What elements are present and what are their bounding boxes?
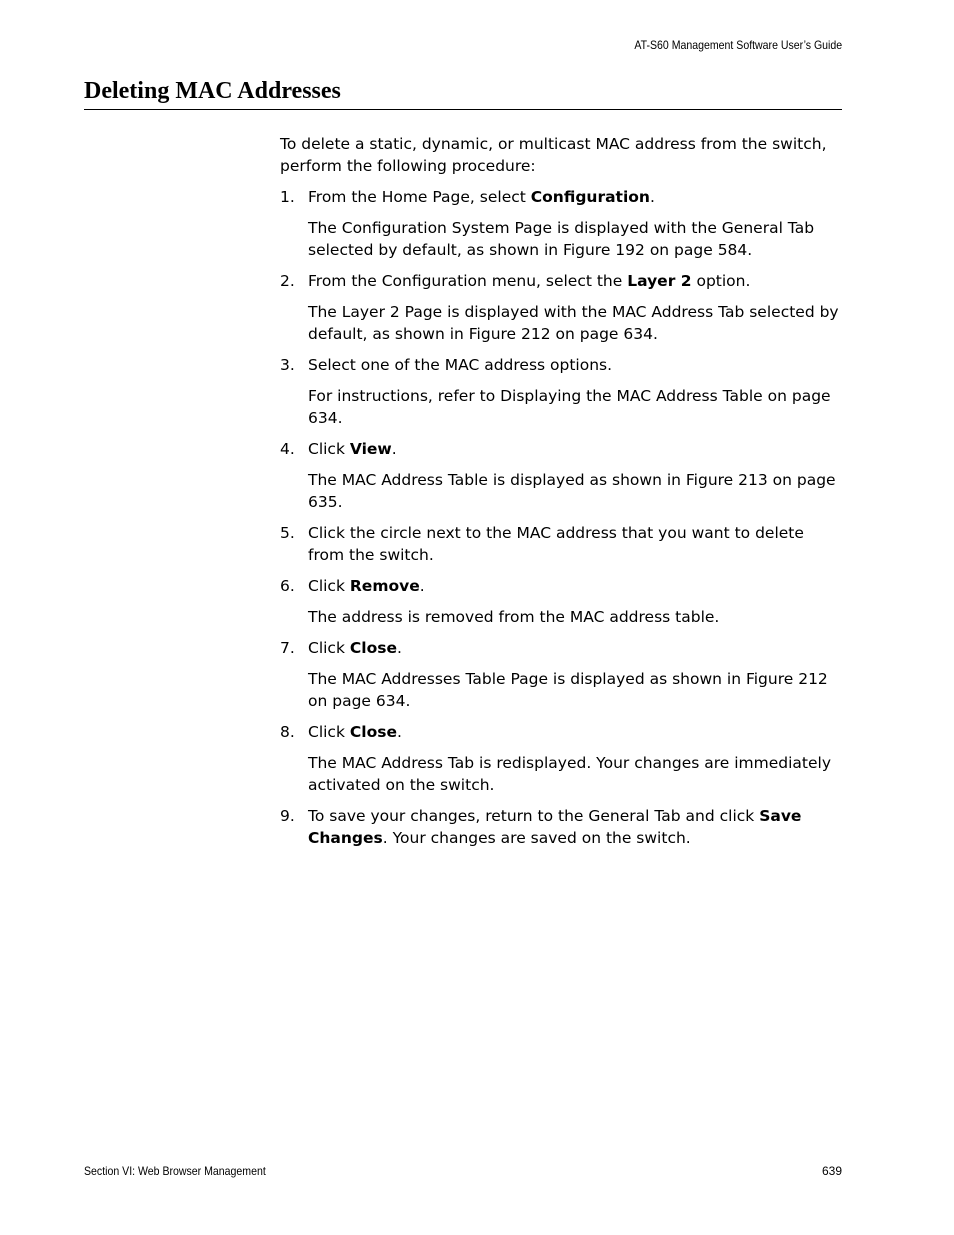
step-result: The MAC Address Tab is redisplayed. Your changes are immediately activated on the switch. [308, 754, 832, 794]
step-instruction: To save your changes, return to the General Tab and click Save Changes. Your changes are saved on the switch. [308, 807, 802, 847]
procedure-step [280, 805, 842, 849]
running-header: AT-S60 Management Software User’s Guide [634, 38, 842, 52]
step-number: 2. [280, 272, 295, 290]
step-emphasis: Remove [349, 577, 420, 595]
procedure-steps [280, 186, 842, 849]
title-rule [84, 109, 842, 110]
step-number: 3. [280, 356, 295, 374]
procedure-step [280, 186, 842, 261]
footer-section-label: Section VI: Web Browser Management [84, 1164, 266, 1178]
intro-paragraph: To delete a static, dynamic, or multicast MAC address from the switch, perform the following procedure: [280, 135, 827, 175]
step-instruction: Click Close. [308, 723, 402, 741]
step-number: 1. [280, 188, 295, 206]
step-instruction: From the Configuration menu, select the Layer 2 option. [308, 272, 751, 290]
step-instruction: From the Home Page, select Configuration. [308, 188, 655, 206]
procedure-step [280, 438, 842, 513]
step-instruction: Click View. [308, 440, 397, 458]
step-result: The Layer 2 Page is displayed with the MAC Address Tab selected by default, as shown in Figure 212 on page 634. [308, 303, 839, 343]
page-number: 639 [821, 1164, 842, 1178]
step-emphasis: Layer 2 [627, 272, 692, 290]
procedure-step [280, 637, 842, 712]
step-emphasis: View [349, 440, 392, 458]
step-instruction: Click Close. [308, 639, 402, 657]
procedure-step [280, 354, 842, 429]
step-result: For instructions, refer to Displaying the MAC Address Table on page 634. [308, 387, 831, 427]
procedure-step [280, 575, 842, 628]
step-instruction: Select one of the MAC address options. [308, 356, 613, 374]
step-number: 6. [280, 577, 295, 595]
step-result: The MAC Addresses Table Page is displayed as shown in Figure 212 on page 634. [308, 670, 828, 710]
step-instruction: Click Remove. [308, 577, 425, 595]
step-result: The Configuration System Page is displayed with the General Tab selected by default, as shown in Figure 192 on page 584. [308, 219, 815, 259]
section-title: Deleting MAC Addresses [84, 78, 341, 104]
step-number: 8. [280, 723, 295, 741]
procedure-step [280, 270, 842, 345]
procedure-step [280, 721, 842, 796]
step-result: The address is removed from the MAC address table. [308, 608, 720, 626]
step-result: The MAC Address Table is displayed as shown in Figure 213 on page 635. [308, 471, 836, 511]
step-emphasis: Save Changes [308, 807, 802, 847]
step-number: 5. [280, 524, 295, 542]
step-number: 7. [280, 639, 295, 657]
procedure-step [280, 522, 842, 566]
step-number: 9. [280, 807, 295, 825]
step-instruction: Click the circle next to the MAC address that you want to delete from the switch. [308, 524, 804, 564]
step-emphasis: Close [349, 723, 397, 741]
step-number: 4. [280, 440, 295, 458]
step-emphasis: Close [349, 639, 397, 657]
body-content [280, 133, 842, 849]
step-emphasis: Configuration [530, 188, 650, 206]
